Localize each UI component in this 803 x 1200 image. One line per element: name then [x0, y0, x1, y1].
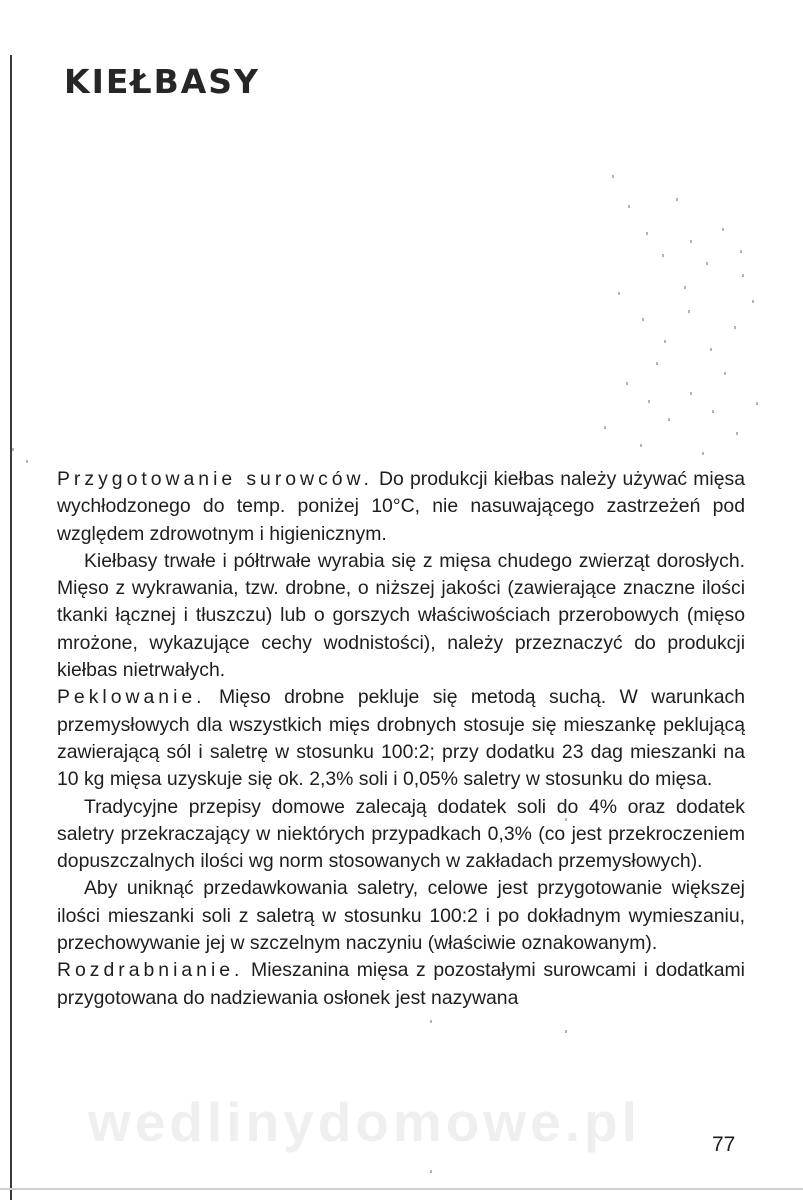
paragraph-kielbasy-trwale — [57, 548, 745, 684]
paragraph-rozdrabnianie — [57, 957, 745, 1012]
section-heading-surowce: Przygotowanie surowców. — [57, 468, 373, 490]
paragraph-text: Mieszanina mięsa z pozostałymi surowcami i dodatkami przygotowana do nadziewania osłonek jest nazywana — [57, 959, 745, 1009]
section-heading-peklowanie: Peklowanie. — [57, 686, 206, 709]
paragraph-text: Kiełbasy trwałe i półtrwałe wyrabia się z mięsa chudego zwierząt dorosłych. Mięso z wykrawania, tzw. drobne, o niższej jakości (zawierające znaczne ilości tkanki łącznej i tłuszczu) lub o gorszych właściwościach przerobowych (mięso mrożone, wykazujące cechy wodnistości), należy przeznaczyć do produkcji kiełbas nietrwałych. — [57, 549, 745, 682]
paragraph-surowce — [57, 466, 745, 548]
chapter-title: KIEŁBASY — [64, 62, 260, 101]
watermark: wedlinydomowe.pl — [88, 1091, 641, 1153]
paragraph-text: Mięso drobne pekluje się metodą suchą. W warunkach przemysłowych dla wszystkich mięs drobnych stosuje się mieszankę peklującą zawierającą sól i saletrę w stosunku 100:2; przy dodatku 23 dag mieszanki na 10 kg mięsa uzyskuje się ok. 2,3% soli i 0,05% saletry w stosunku do mięsa. — [57, 686, 745, 791]
page-number: 77 — [712, 1133, 736, 1156]
body-text — [57, 466, 745, 1012]
paragraph-przepisy-domowe — [57, 794, 745, 876]
paragraph-text: Tradycyjne przepisy domowe zalecają dodatek soli do 4% oraz dodatek saletry przekraczający w niektórych przypadkach 0,3% (co jest przekroczeniem dopuszczalnych ilości wg norm stosowanych w zakładach przemysłowych). — [57, 795, 745, 873]
paragraph-peklowanie — [57, 684, 745, 793]
section-heading-rozdrabnianie: Rozdrabnianie. — [57, 959, 244, 982]
paragraph-text: Aby uniknąć przedawkowania saletry, celowe jest przygotowanie większej ilości mieszanki soli z saletrą w stosunku 100:2 i po dokładnym wymieszaniu, przechowywanie jej w szczelnym naczyniu (właściwie oznakowanym). — [57, 877, 745, 955]
paragraph-text: Do produkcji kiełbas należy używać mięsa wychłodzonego do temp. poniżej 10°C, nie nasuwającego zastrzeżeń pod względem zdrowotnym i higienicznym. — [57, 468, 745, 545]
paragraph-przedawkowanie — [57, 875, 745, 957]
